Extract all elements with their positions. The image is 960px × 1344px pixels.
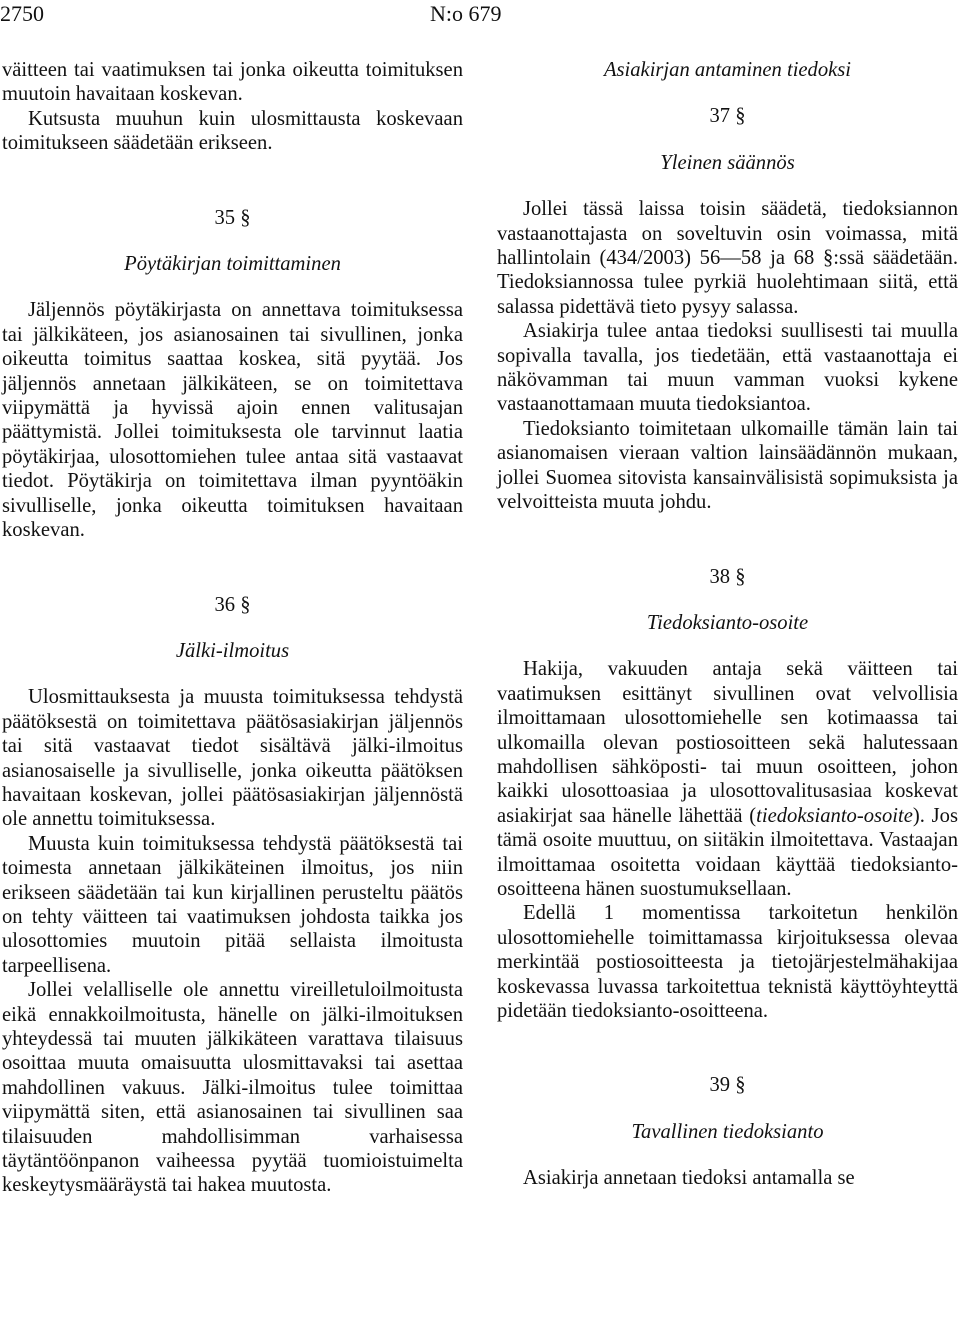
spacer (497, 175, 958, 197)
section-36-paragraph-1: Ulosmittauksesta ja muusta toimituksessa tehdystä päätöksestä on toimitettava päätösasiakirjan jäljennös tai sitä vastaavat tiedot sisältävä jälki-ilmoitus asianosaiselle ja sivulliselle, jonka oikeutta päätöksen havaitaan koskevan, jollei päätösasiakirjan jäljennöstä ole annettu toimituksessa. (2, 686, 463, 831)
spacer (497, 1144, 958, 1166)
section-35-paragraph: Jäljennös pöytäkirjasta on annettava toimituksessa tai jälkikäteen, jos asianosainen tai sivullinen, jonka oikeutta toimitus saattaa koskea, sitä pyytää. Jos jäljennös annetaan jälkikäteen, se on toimitettava viipymättä ja hyvissä ajoin ennen valitusajan päättymistä. Jollei toimituksesta ole tarvinnut laatia pöytäkirjaa, ulosottomiehen tulee antaa sitä vastaavat tiedot. Pöytäkirja on toimitettava ilman pyyntöäkin sivulliselle, jonka oikeutta toimituksen havaitaan koskevan. (2, 299, 463, 542)
page-header (0, 0, 960, 28)
section-37-paragraph-3: Tiedoksianto toimitetaan ulkomaille tämän lain tai asianomaisen vieraan valtion lainsäädännön mukaan, jollei Suomea sitovista kansainvälisistä sopimuksista ja velvoitteista muuta johdu. (497, 417, 958, 514)
section-38-paragraph-2: Edellä 1 momentissa tarkoitetun henkilön ulosottomiehelle toimittamassa kirjoituksessa olevaa merkintää postiosoitteesta ja tietojärjestelmähakijaa koskevassa luvassa tarkoitettua teknistä käyttöyhteyttä pidetään tiedoksianto-osoitteena. (497, 902, 958, 1022)
section-39-title: Tavallinen tiedoksianto (631, 1120, 824, 1143)
right-column (497, 58, 958, 1191)
spacer (497, 82, 958, 104)
section-36-paragraph-2: Muusta kuin toimituksessa tehdystä päätöksestä tai toimesta annetaan jälkikäteinen ilmoitus, jos niin erikseen säädetään tai kun kirjallinen perusteltu päätös on tehty väitteen tai vaatimuksen johdosta taikka jos ulosottomies muutoin pitää sellaista ilmoitusta tarpeellisena. (2, 832, 463, 977)
continuation-text-2: Kutsusta muuhun kuin ulosmittausta koskevaan toimitukseen säädetään erikseen. (2, 107, 463, 155)
section-36-title: Jälki-ilmoitus (175, 639, 290, 662)
section-36-number: 36 § (214, 593, 251, 616)
section-38-text-a: Hakija, vakuuden antaja sekä väitteen tai vaatimuksen esittänyt sivullinen ovat velvollisia ilmoittamaan ulosottomiehelle sen kotimaassa tai ulkomailla olevan postiosoitteen sekä halutessaan mahdollisen sähköposti- tai muun osoitteen, johon kaikki ulosottoasiaa ja ulosottovalitusasiaa koskevat asiakirjat saa hänelle lähettää ( (497, 658, 958, 827)
spacer (2, 663, 463, 685)
section-38-number: 38 § (709, 565, 746, 588)
defined-term: tiedoksianto-osoite (756, 804, 913, 827)
section-37-number: 37 § (709, 105, 746, 128)
spacer (497, 129, 958, 151)
page-number: 2750 (0, 1, 44, 26)
section-36-paragraph-3: Jollei velalliselle ole annettu vireilletuloilmoitusta eikä ennakkoilmoitusta, hänelle on jälki-ilmoituksen yhteydessä tai muuten jälkikäteen varattava tilaisuus osoittaa muuta omaisuutta ulosmittavaksi tai asettaa mahdollinen vakuus. Jälki-ilmoitus tulee toimittaa viipymättä siten, että asianosainen tai sivullinen saa tilaisuuden mahdollisimman varhaisessa täytäntöönpanon vaiheessa pyytää tuomioistuimelta keskeytysmääräystä tai hakea muutosta. (2, 979, 463, 1197)
spacer (2, 276, 463, 298)
section-35-title: Pöytäkirjan toimittaminen (124, 253, 341, 276)
spacer (497, 635, 958, 657)
section-38-text-b: ). Jos tämä osoite muuttuu, on siitäkin ilmoitettava. Vastaajan ilmoittamaa osoitetta voidaan käyttää tiedoksianto-osoitteena hänen suostumuksellaan. (497, 804, 958, 900)
section-38-paragraph-1 (497, 657, 958, 901)
spacer (2, 543, 463, 593)
section-35-number: 35 § (214, 206, 251, 229)
section-37-paragraph-1: Jollei tässä laissa toisin säädetä, tiedoksiannon vastaanottajasta on soveltuvin osin voimassa, mitä hallintolain (434/2003) 56—58 ja 68 §:ssä säädetään. Tiedoksiannossa tulee pyrkiä huolehtimaan siitä, että salassa pidettävä tieto pysyy salassa. (497, 198, 958, 318)
section-39-paragraph: Asiakirja annetaan tiedoksi antamalla se (523, 1167, 855, 1190)
spacer (497, 515, 958, 565)
section-39-number: 39 § (709, 1074, 746, 1097)
spacer (497, 1098, 958, 1120)
spacer (2, 230, 463, 252)
spacer (2, 156, 463, 206)
chapter-heading: Asiakirjan antaminen tiedoksi (603, 59, 852, 81)
section-37-title: Yleinen säännös (660, 151, 795, 174)
document-number: N:o 679 (430, 1, 502, 26)
spacer (497, 1023, 958, 1073)
section-38-title: Tiedoksianto-osoite (646, 611, 809, 634)
spacer (2, 617, 463, 639)
continuation-text: väitteen tai vaatimuksen tai jonka oikeutta toimituksen muutoin havaitaan koskevan. (2, 59, 463, 106)
section-37-paragraph-2: Asiakirja tulee antaa tiedoksi suullisesti tai muulla sopivalla tavalla, jos tiedetään, että vastaanottaja ei näkövamman tai muun vamman vuoksi kykene vastaanottamaan muuta tiedoksiantoa. (497, 320, 958, 416)
spacer (497, 589, 958, 611)
left-column (2, 58, 463, 1198)
